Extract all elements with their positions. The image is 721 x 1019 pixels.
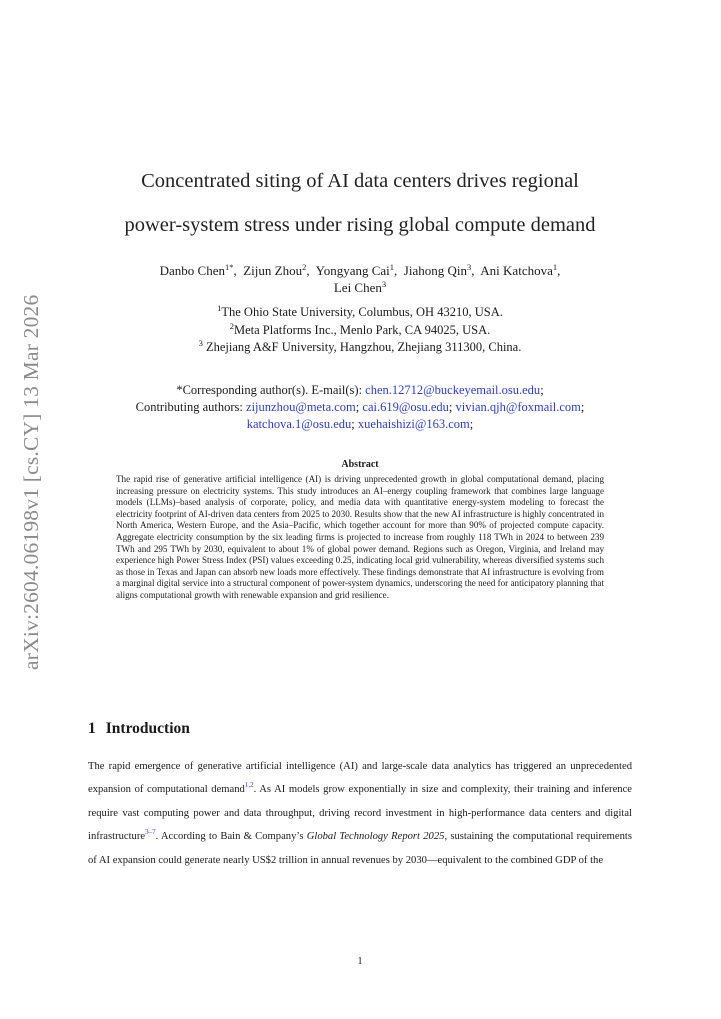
email-link[interactable]: zijunzhou@meta.com — [246, 400, 356, 414]
affiliations — [80, 304, 640, 357]
contributing-authors: Contributing authors: zijunzhou@meta.com; cai.619@osu.edu; vivian.qjh@foxmail.com; katchova.1@osu.edu; xuehaishizi@163.com; — [135, 400, 585, 431]
affiliation: $^3$ Zhejiang A&F University, Hangzhou, Zhejiang 311300, China. — [198, 338, 522, 354]
author: Lei Chen$^3$ — [333, 279, 387, 295]
paper-title-line-1: Concentrated siting of AI data centers drives regional — [141, 170, 579, 192]
paper-title-line-2: power-system stress under rising global compute demand — [124, 214, 596, 236]
section-heading — [88, 720, 190, 738]
email-link[interactable]: cai.619@osu.edu — [362, 400, 449, 414]
email-link[interactable]: katchova.1@osu.edu — [246, 417, 352, 431]
author: Zijun Zhou$^2$ — [243, 262, 307, 278]
report-title: Global Technology Report 2025 — [306, 831, 445, 843]
citation-link[interactable]: 3–7 — [145, 828, 156, 837]
email-link[interactable]: chen.12712@buckeyemail.osu.edu — [365, 383, 541, 397]
author: Yongyang Cai$^1$ — [315, 262, 395, 278]
author: Jiahong Qin$^3$ — [403, 262, 472, 278]
citation-link[interactable]: 1,2 — [244, 781, 254, 790]
arxiv-identifier: arXiv:2604.06198v1 [cs.CY] 13 Mar 2026 — [19, 294, 43, 670]
affiliation: $^2$Meta Platforms Inc., Menlo Park, CA 94025, USA. — [229, 320, 491, 337]
section-title: Introduction — [105, 720, 190, 737]
author: Ani Katchova$^1$ — [480, 262, 558, 278]
contact-block — [60, 382, 660, 433]
intro-paragraph: The rapid emergence of generative artificial intelligence (AI) and large-scale data analytics has triggered an unprecedented expansion of computational demand$^{1,2}$. As AI models grow exponentially in size and complexity, their training and inference require vast computing power and data throughput, driving record investment in high-performance data centers and digital infrastructure$^{3-7}$. According to Bain & Company’s Global Technology Report 2025, sustaining the computational requirements of AI expansion could generate nearly US$2 trillion in annual revenues by 2030—equivalent to the combined GDP of the — [88, 761, 632, 866]
author-list: Danbo Chen$^{1*}$, Zijun Zhou$^2$, Yongyang Cai$^1$, Jiahong Qin$^3$, Ani Katchova$^1$, Lei Chen$^3$ — [159, 262, 561, 295]
page-number: 1 — [357, 956, 363, 967]
affiliation: $^1$The Ohio State University, Columbus, OH 43210, USA. — [217, 303, 503, 319]
abstract-heading: Abstract — [341, 459, 379, 470]
abstract-text: The rapid rise of generative artificial intelligence (AI) is driving unprecedented growth in global computational demand, placing increasing pressure on electricity systems. This study introduces an AI–energy coupling framework that combines large language models (LLMs)–based analysis of corporate, policy, and media data with quantitative energy-system modeling to forecast the electricity footprint of AI-driven data centers from 2025 to 2030. Results show that the new AI infrastructure is highly concentrated in North America, Western Europe, and the Asia–Pacific, which together account for more than 90% of projected compute capacity. Aggregate electricity consumption by the six leading firms is projected to increase from roughly 118 TWh in 2024 to between 239 TWh and 295 TWh by 2030, equivalent to about 1% of global power demand. Regions such as Oregon, Virginia, and Ireland may experience high Power Stress Index (PSI) values exceeding 0.25, indicating local grid vulnerability, whereas diversified systems such as those in Texas and Japan can absorb new loads more effectively. These findings demonstrate that AI infrastructure is evolving from a marginal digital service into a structural component of power-system dynamics, underscoring the need for anticipatory planning that aligns computational growth with renewable expansion and grid resilience. — [116, 474, 604, 600]
email-link[interactable]: vivian.qjh@foxmail.com — [455, 400, 581, 414]
author: Danbo Chen$^{1*}$ — [159, 262, 234, 278]
section-number: 1 — [88, 720, 96, 737]
corresponding-author: *Corresponding author(s). E-mail(s): chen.12712@buckeyemail.osu.edu; — [176, 383, 544, 397]
email-link[interactable]: xuehaishizi@163.com — [357, 417, 470, 431]
